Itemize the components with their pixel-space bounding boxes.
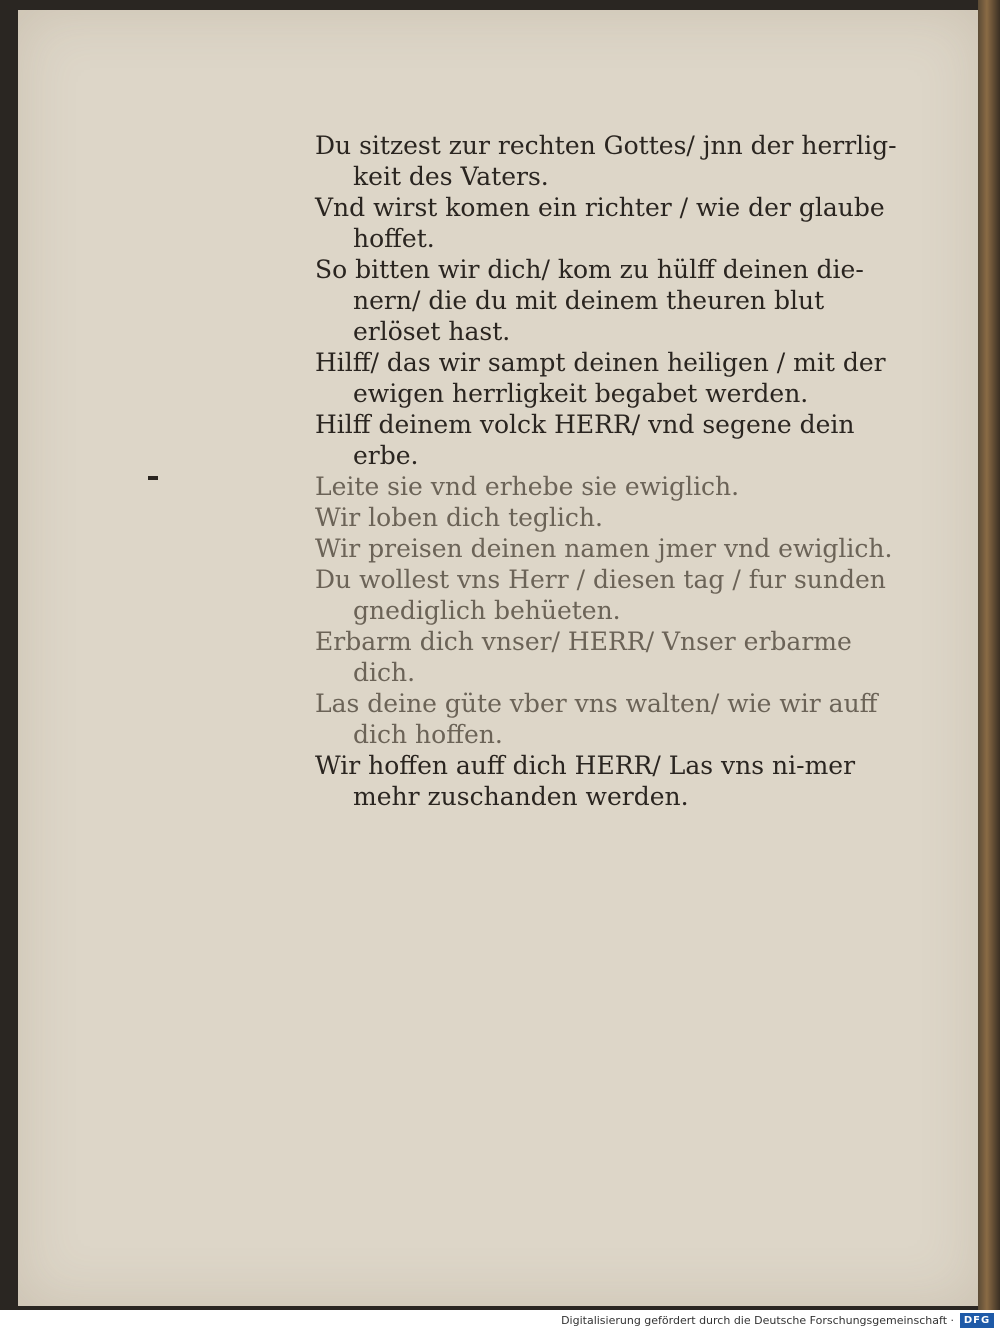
verse-3: So bitten wir dich/ kom zu hülff deinen die-nern/ die du mit deinem theuren blut erlöset hast.	[315, 255, 864, 346]
verse-8: Wir preisen deinen namen jmer vnd ewiglich.	[315, 534, 893, 563]
dfg-logo[interactable]: DFG	[960, 1313, 994, 1328]
verse-10: Erbarm dich vnser/ HERR/ Vnser erbarme dich.	[315, 627, 852, 687]
verse-4: Hilff/ das wir sampt deinen heiligen / mit der ewigen herrligkeit begabet werden.	[315, 348, 886, 408]
hymn-text	[315, 130, 915, 812]
funding-credit: Digitalisierung gefördert durch die Deutsche Forschungsgemeinschaft ·	[561, 1314, 954, 1327]
verse-6: Leite sie vnd erhebe sie ewiglich.	[315, 472, 740, 501]
footer-bar	[0, 1310, 1000, 1333]
verse-9: Du wollest vns Herr / diesen tag / fur sunden gnediglich behüeten.	[315, 565, 886, 625]
verse-11: Las deine güte vber vns walten/ wie wir auff dich hoffen.	[315, 689, 878, 749]
verse-12: Wir hoffen auff dich HERR/ Las vns ni-mer mehr zuschanden werden.	[315, 751, 856, 811]
book-spine-edge	[978, 0, 1000, 1310]
verse-7: Wir loben dich teglich.	[315, 503, 603, 532]
verse-1: Du sitzest zur rechten Gottes/ jnn der herrlig-keit des Vaters.	[315, 131, 897, 191]
verse-5: Hilff deinem volck HERR/ vnd segene dein erbe.	[315, 410, 855, 470]
ink-mark	[148, 476, 158, 480]
verse-2: Vnd wirst komen ein richter / wie der glaube hoffet.	[315, 193, 885, 253]
